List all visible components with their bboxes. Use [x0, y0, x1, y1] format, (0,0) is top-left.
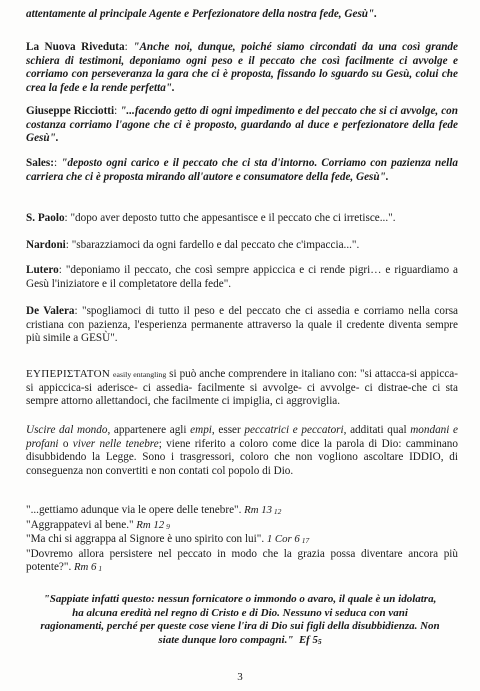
translation-text: "deposto ogni carico e il peccato che ci sta d'intorno. Corriamo con pazienza nella carriera che ci è proposta mirando all'autore e consumatore della fede, Gesù". — [26, 157, 458, 183]
page-number: 3 — [237, 671, 243, 683]
verse-item: "Aggrappatevi al bene." Rm 12 9 — [26, 518, 170, 531]
verse-number: 1 — [96, 564, 103, 574]
closing-quote — [40, 593, 440, 648]
verse-reference: Rm 6 — [71, 561, 97, 574]
translation-nardoni: Nardoni: "sbarazziamoci da ogni fardello e dal peccato che c'impaccia...". — [26, 239, 360, 251]
greek-term-paragraph — [26, 368, 458, 409]
verse-number: 9 — [164, 521, 170, 531]
translator-label: Nardoni — [26, 239, 66, 251]
english-gloss: easily entangling — [113, 370, 167, 379]
verse-item: "Dovremo allora persistere nel peccato in modo che la grazia possa diventare ancora più potente?". Rm 6 1 — [26, 547, 458, 574]
translation-text: "...facendo getto di ogni impedimento e del peccato che si ci avvolge, con costanza corriamo l'agone che ci è proposto, guardando al duce e perfezionatore della fede Gesù". — [26, 105, 458, 145]
verse-reference: Ef 5 — [298, 633, 318, 646]
quote-text: "Sappiate infatti questo: nessun fornicatore o immondo o avaro, il quale è un idolatra, ha alcuna eredità nel regno di Cristo e di Dio. Nessuno vi seduca con vani ragionamenti, perché per queste cose viene l'ira di Dio sui figli della disubbidienza. Non siate dunque loro compagni." — [40, 593, 440, 646]
translation-s-paolo: S. Paolo: "dopo aver deposto tutto che appesantisce e il peccato che ci irretisce...". — [26, 212, 396, 224]
translation-sales: Sales:: "deposto ogni carico e il peccato che ci sta d'intorno. Corriamo con pazienza nella carriera che ci è proposta mirando all'autore e consumatore della fede, Gesù". — [26, 157, 458, 183]
verse-reference: 1 Cor 6 — [264, 533, 300, 546]
verse-reference: Rm 12 — [133, 518, 165, 531]
translation-text: "dopo aver deposto tutto che appesantisce e il peccato che ci irretisce...". — [70, 212, 396, 224]
world-paragraph: Uscire dal mondo, appartenere agli empi, esser peccatrici e peccatori, additati qual mondani e profani o viver nelle tenebre; viene riferito a coloro come dice la parola di Dio: camminano disubbidendo la Legge. Sono i trasgressori, coloro che non vogliono ascoltare IDDIO, di conseguenza non convertiti e non contati col popolo di Dio. — [26, 424, 458, 477]
verse-number: 5 — [317, 636, 322, 646]
translation-text: "deponiamo il peccato, che così sempre appiccica e ci rende pigri… e riguardiamo a Gesù l'iniziatore e il completatore della fede". — [26, 264, 459, 290]
verse-list — [26, 504, 458, 576]
translation-text: "sbarazziamoci da ogni fardello e dal peccato che c'impaccia...". — [71, 239, 360, 251]
translator-label: De Valera — [26, 305, 75, 317]
verse-reference: Rm 13 — [241, 504, 272, 516]
verse-number: 12 — [272, 507, 282, 516]
translator-label: S. Paolo — [26, 212, 65, 224]
translation-de-valera: De Valera: "spogliamoci di tutto il peso e del peccato che ci assedia e corriamo nella corsa cristiana con pazienza, l'esperienza permanente attraverso la quale il credente diventa sempre più simile a GESÙ". — [26, 305, 459, 345]
verse-item: "Ma chi si aggrappa al Signore è uno spirito con lui". 1 Cor 6 17 — [26, 533, 310, 546]
verse-number: 17 — [299, 536, 310, 546]
translation-text: "Anche noi, dunque, poiché siamo circondati da una così grande schiera di testimoni, deponiamo ogni peso e il peccato che così facilmente ci avvolge e corriamo con perseveranza la gara che ci è proposta, fissando lo sguardo su Gesù, colui che crea la fede e la rende perfetta". — [26, 41, 458, 94]
translation-lutero: Lutero: "deponiamo il peccato, che così sempre appiccica e ci rende pigri… e riguardiamo a Gesù l'iniziatore e il completatore della fede". — [26, 264, 459, 290]
translation-nuova-riveduta: La Nuova Riveduta: "Anche noi, dunque, poiché siamo circondati da una così grande schiera di testimoni, deponiamo ogni peso e il peccato che così facilmente ci avvolge e corriamo con perseveranza la gara che ci è proposta, fissando lo sguardo su Gesù, colui che crea la fede e la rende perfetta". — [26, 41, 458, 94]
translation-ricciotti: Giuseppe Ricciotti: "...facendo getto di ogni impedimento e del peccato che si ci avvolge, con costanza corriamo l'agone che ci è proposto, guardando al duce e perfezionatore della fede Gesù". — [26, 105, 458, 145]
translator-label: Lutero — [26, 264, 59, 276]
verse-item: "...gettiamo adunque via le opere delle tenebre". Rm 13 12 — [26, 504, 282, 516]
continued-quote: attentamente al principale Agente e Perfezionatore della nostra fede, Gesù". — [26, 8, 378, 20]
translator-label: La Nuova Riveduta — [26, 41, 125, 53]
translator-label: Giuseppe Ricciotti — [26, 105, 115, 117]
translation-text: "spogliamoci di tutto il peso e del peccato che ci assedia e corriamo nella corsa cristiana con pazienza, l'esperienza permanente attraverso la quale il credente diventa sempre più simile a GESÙ". — [26, 305, 459, 345]
translator-label: Sales: — [26, 157, 54, 169]
greek-term: ΕΥΠΕΡΙΣΤΑΤΟΝ — [26, 368, 111, 380]
explanation-text: si può anche comprendere in italiano con: "si attacca-si appicca-si appiccica-si aderisce- ci assedia- facilmente si avvolge- ci avvolge- ci distrae-che ci sta sempre attorno allettandoci, che facilmente ci impiglia, ci aggroviglia. — [26, 368, 458, 408]
